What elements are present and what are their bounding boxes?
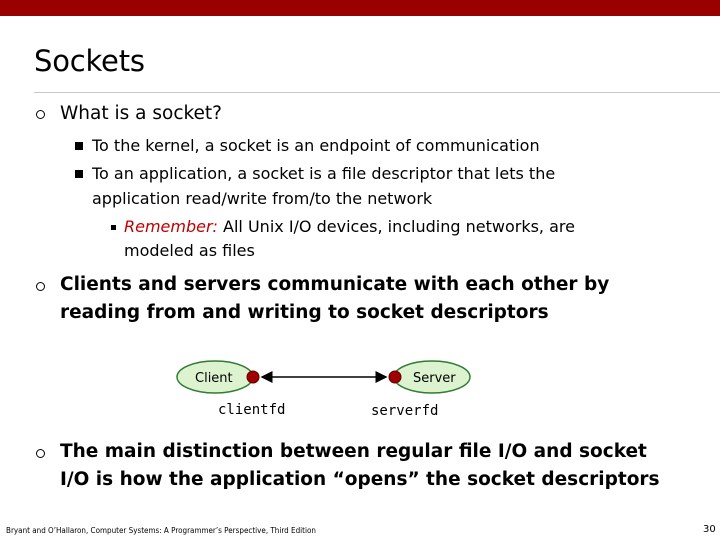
client-endpoint-dot — [247, 371, 259, 383]
remember-label: Remember: — [124, 217, 218, 236]
hollow-circle-bullet-icon — [36, 449, 45, 458]
page-number: 30 — [703, 524, 716, 535]
serverfd-label: serverfd — [371, 403, 439, 419]
bullet-main-distinction-line1: The main distinction between regular file I/O and socket — [60, 441, 647, 462]
client-label: Client — [195, 371, 233, 386]
sub-bullet-kernel: To the kernel, a socket is an endpoint of communication — [92, 136, 540, 155]
sub-sub-bullet-remember-line2: modeled as files — [124, 241, 255, 260]
bullet-clients-servers-line2: reading from and writing to socket descriptors — [60, 302, 549, 323]
sub-bullet-application-line1: To an application, a socket is a file descriptor that lets the — [92, 164, 556, 183]
footer-citation: Bryant and O’Hallaron, Computer Systems: A Programmer’s Perspective, Third Edition — [6, 526, 316, 535]
bullet-clients-servers-line1: Clients and servers communicate with each other by — [60, 274, 610, 295]
server-endpoint-dot — [389, 371, 401, 383]
remember-text: All Unix I/O devices, including networks, are — [217, 217, 575, 236]
bullet-what-is-socket: What is a socket? — [60, 103, 223, 124]
sub-bullet-application-line2: application read/write from/to the network — [92, 189, 433, 208]
server-label: Server — [413, 371, 456, 386]
clientfd-label: clientfd — [218, 402, 286, 418]
slide-title: Sockets — [34, 44, 145, 78]
bullet-main-distinction-line2: I/O is how the application “opens” the socket descriptors — [60, 469, 660, 490]
